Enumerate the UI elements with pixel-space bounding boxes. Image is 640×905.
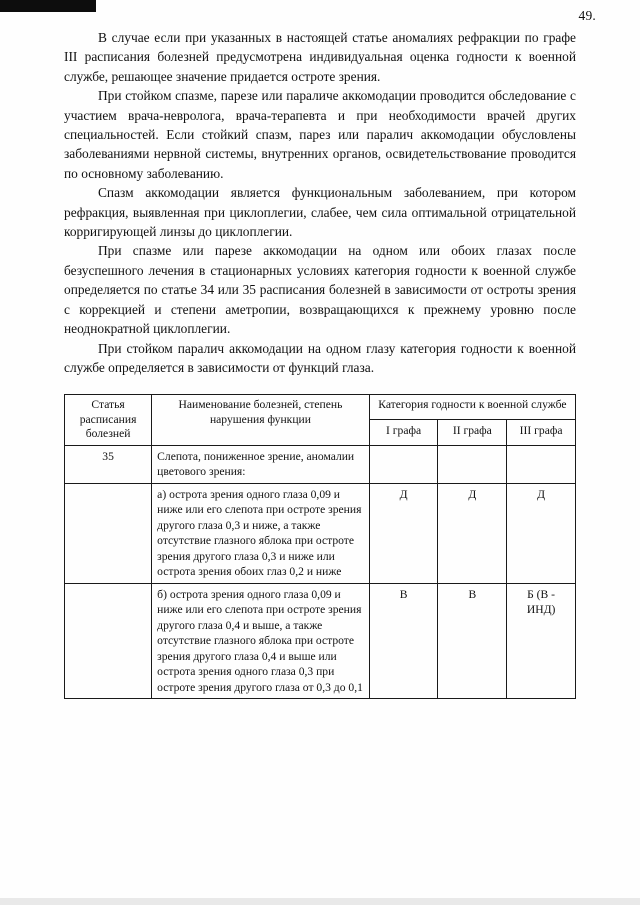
header-column-2: II графа: [438, 419, 507, 445]
cell-disease-name: Слепота, пониженное зрение, аномалии цветового зрения:: [152, 445, 370, 483]
cell-disease-name: а) острота зрения одного глаза 0,09 и ниже или его слепота при остроте зрения другого глаза 0,3 и ниже, а также отсутствие глазного яблока при остроте зрения другого глаза 0,3 и ниже или острота зрения обоих глаз 0,2 и ниже: [152, 483, 370, 583]
cell-category-2: [438, 445, 507, 483]
paragraph-3: Спазм аккомодации является функциональным заболеванием, при котором рефракция, выявленная при циклоплегии, слабее, чем сила оптимальной отрицательной корригирующей линзы до циклоплегии.: [64, 185, 576, 240]
table-header-row: [65, 395, 576, 420]
scan-artifact-bottom: [0, 898, 640, 905]
cell-category-1: [369, 445, 438, 483]
cell-category-3: Б (В - ИНД): [507, 583, 576, 699]
cell-category-2: Д: [438, 483, 507, 583]
cell-category-2: В: [438, 583, 507, 699]
cell-disease-name: б) острота зрения одного глаза 0,09 и ниже или его слепота при остроте зрения другого глаза 0,4 и выше, а также отсутствие глазного яблока при остроте зрения другого глаза 0,4 и выше или острота зрения одного глаза 0,3 при остроте зрения другого глаза от 0,3 до 0,1: [152, 583, 370, 699]
paragraph-1: В случае если при указанных в настоящей статье аномалиях рефракции по графе III расписания болезней предусмотрена индивидуальная оценка годности к военной службе, решающее значение придается остроте зрения.: [64, 30, 576, 84]
paragraph-5: При стойком паралич аккомодации на одном глазу категория годности к военной службе определяется в зависимости от функций глаза.: [64, 340, 576, 375]
paragraph-4: При спазме или парезе аккомодации на одном или обоих глазах после безуспешного лечения в стационарных условиях категория годности к военной службе определяется по статье 34 или 35 расписания болезней в зависимости от остроты зрения с коррекцией и степени аметропии, возвращающихся к прежнему уровню после неоднократной циклоплегии.: [64, 243, 576, 337]
cell-article-number: [65, 583, 152, 699]
page-number: 49.: [578, 8, 596, 23]
scan-artifact-top: [0, 0, 96, 12]
header-category: Категория годности к военной службе: [369, 395, 575, 420]
cell-article-number: 35: [65, 445, 152, 483]
cell-category-1: В: [369, 583, 438, 699]
header-column-3: III графа: [507, 419, 576, 445]
header-article: Статья расписания болезней: [65, 395, 152, 446]
table-row: [65, 445, 576, 483]
header-name: Наименование болезней, степень нарушения функции: [152, 395, 370, 446]
page-content: [64, 28, 576, 699]
disease-schedule-table: [64, 394, 576, 699]
table-row: [65, 483, 576, 583]
paragraph-2: При стойком спазме, парезе или параличе аккомодации проводится обследование с участием врача-невролога, врача-терапевта и при необходимости врачей других специальностей. Если стойкий спазм, парез или паралич аккомодации обусловлены заболеваниями нервной системы, внутренних органов, освидетельствование проводится по основному заболеванию.: [64, 88, 576, 181]
cell-article-number: [65, 483, 152, 583]
cell-category-3: [507, 445, 576, 483]
header-column-1: I графа: [369, 419, 438, 445]
table-row: [65, 583, 576, 699]
cell-category-3: Д: [507, 483, 576, 583]
cell-category-1: Д: [369, 483, 438, 583]
